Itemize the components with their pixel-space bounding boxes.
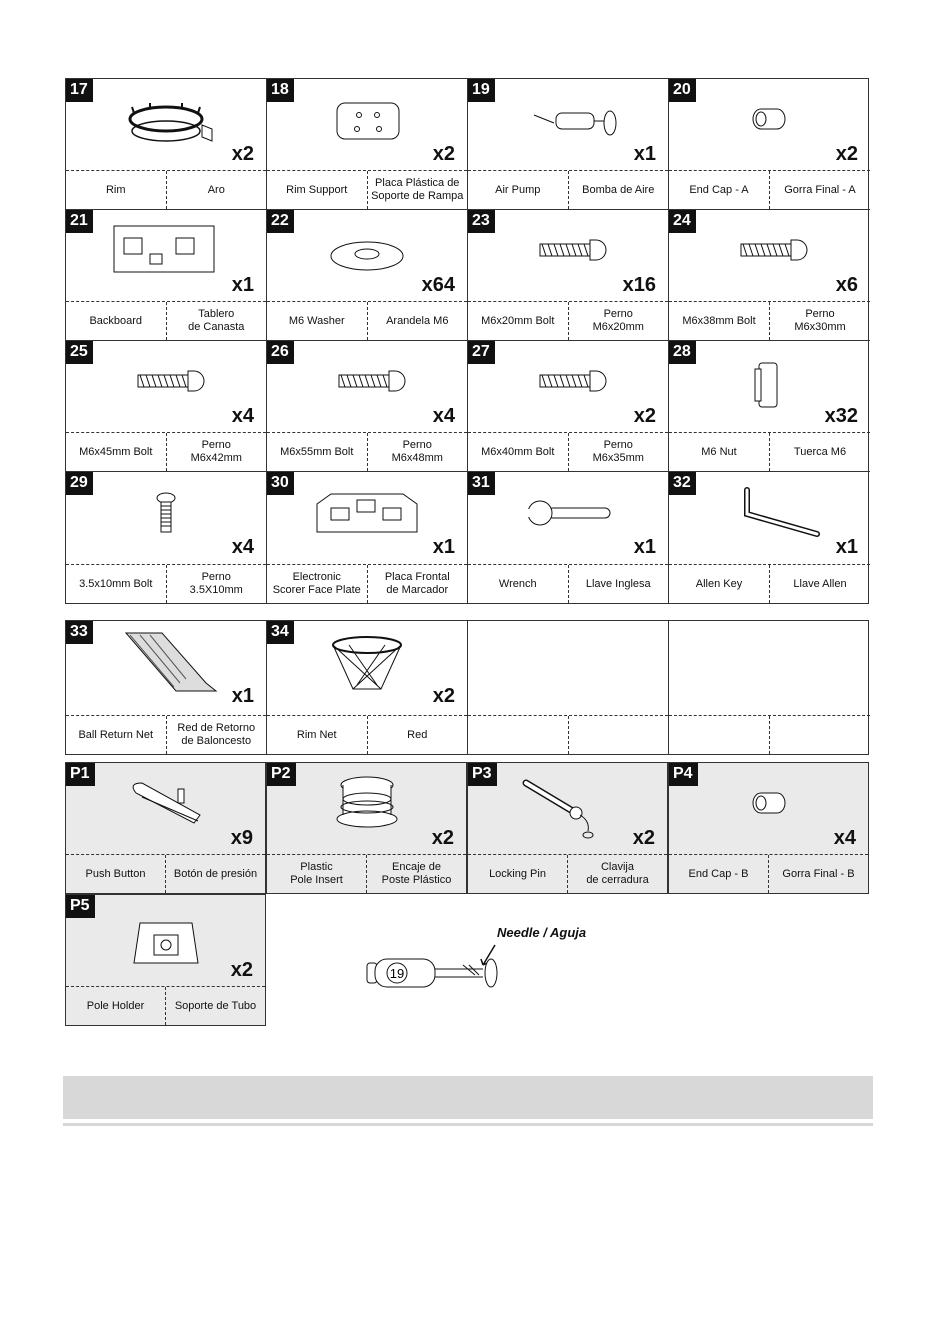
label-spanish: Gorra Final - B [768, 855, 868, 893]
part-quantity: x2 [432, 143, 455, 165]
part-number: P5 [66, 895, 95, 918]
label-english: M6x55mm Bolt [280, 445, 354, 458]
label-spanish: Perno M6x35mm [568, 433, 669, 471]
part-labels [66, 432, 266, 471]
part-number: 21 [66, 210, 93, 233]
part-quantity: x2 [633, 405, 656, 427]
label-english: Wrench [498, 577, 537, 590]
part-cell [66, 341, 267, 472]
label-spanish: Tuerca M6 [769, 433, 870, 471]
label-spanish: Perno M6x30mm [769, 302, 870, 340]
label-english [468, 716, 568, 754]
part-labels [669, 301, 870, 340]
label-spanish: Bomba de Aire [568, 171, 669, 209]
label-english: Ball Return Net [78, 728, 154, 741]
label-english: Rim Support [286, 183, 348, 196]
part-labels [468, 854, 667, 893]
part-cell [669, 79, 870, 210]
part-number: 30 [267, 472, 294, 495]
part-cell [65, 894, 266, 1026]
part-quantity: x9 [230, 827, 253, 849]
part-quantity: x2 [835, 143, 858, 165]
label-english: M6 Nut [701, 445, 737, 458]
part-quantity: x4 [833, 827, 856, 849]
label-english: 3.5x10mm Bolt [79, 577, 153, 590]
part-cell [468, 210, 669, 341]
label-spanish [568, 716, 669, 754]
part-quantity: x2 [431, 827, 454, 849]
part-quantity: x1 [432, 536, 455, 558]
label-english: M6x38mm Bolt [682, 314, 756, 327]
label-spanish: Botón de presión [165, 855, 265, 893]
part-labels [267, 715, 467, 754]
part-number: 22 [267, 210, 294, 233]
part-cell [468, 341, 669, 472]
part-cell [65, 762, 266, 894]
part-number: 34 [267, 621, 294, 644]
parts-grid-1 [65, 78, 869, 604]
part-quantity: x64 [421, 274, 455, 296]
part-number: P3 [468, 763, 497, 786]
part-quantity: x4 [432, 405, 455, 427]
part-cell [669, 472, 870, 603]
part-cell [669, 210, 870, 341]
label-english: Rim Net [296, 728, 337, 741]
part-number: 32 [669, 472, 696, 495]
label-spanish [769, 716, 870, 754]
part-number: P4 [669, 763, 698, 786]
label-english: Plastic Pole Insert [290, 861, 343, 886]
label-spanish: Gorra Final - A [769, 171, 870, 209]
label-english: M6x45mm Bolt [79, 445, 153, 458]
part-number: 28 [669, 341, 696, 364]
part-cell [66, 210, 267, 341]
part-number: 20 [669, 79, 696, 102]
label-spanish: Soporte de Tubo [165, 987, 265, 1025]
part-quantity: x4 [231, 536, 254, 558]
part-number: 18 [267, 79, 294, 102]
part-quantity: x2 [231, 143, 254, 165]
needle-label: Needle / Aguja [497, 925, 587, 940]
label-english: Backboard [89, 314, 143, 327]
part-number: P1 [66, 763, 95, 786]
label-english: Locking Pin [489, 867, 546, 880]
part-cell [267, 341, 468, 472]
part-number: 25 [66, 341, 93, 364]
label-spanish: Encaje de Poste Plástico [366, 855, 466, 893]
part-quantity: x1 [231, 274, 254, 296]
part-labels [669, 564, 870, 603]
label-spanish: Placa Frontal de Marcador [367, 565, 468, 603]
part-quantity: x1 [231, 685, 254, 707]
part-number: 24 [669, 210, 696, 233]
label-spanish: Perno M6x20mm [568, 302, 669, 340]
part-labels [669, 715, 870, 754]
label-english: Allen Key [695, 577, 743, 590]
part-labels [267, 564, 467, 603]
part-cell [66, 472, 267, 603]
part-number: 29 [66, 472, 93, 495]
part-labels [66, 301, 266, 340]
label-spanish: Arandela M6 [367, 302, 468, 340]
section-header-bar [63, 1076, 873, 1119]
part-cell [468, 472, 669, 603]
label-english: M6x40mm Bolt [481, 445, 555, 458]
label-spanish: Llave Allen [769, 565, 870, 603]
label-english [669, 716, 769, 754]
label-spanish: Tablero de Canasta [166, 302, 267, 340]
part-cell [267, 79, 468, 210]
part-number: 31 [468, 472, 495, 495]
part-quantity: x32 [824, 405, 858, 427]
label-spanish: Perno 3.5X10mm [166, 565, 267, 603]
part-cell [267, 472, 468, 603]
part-labels [468, 170, 668, 209]
label-english: Electronic Scorer Face Plate [272, 571, 361, 596]
part-cell [668, 762, 869, 894]
label-spanish: Placa Plástica de Soporte de Rampa [367, 171, 468, 209]
part-labels [468, 432, 668, 471]
part-number: 27 [468, 341, 495, 364]
part-quantity: x1 [835, 536, 858, 558]
divider [63, 1123, 873, 1126]
part-number: 19 [468, 79, 495, 102]
part-quantity: x2 [432, 685, 455, 707]
part-quantity: x2 [230, 959, 253, 981]
part-cell [266, 762, 467, 894]
part-labels [66, 715, 266, 754]
part-number: 17 [66, 79, 93, 102]
part-number: 23 [468, 210, 495, 233]
part-labels [468, 564, 668, 603]
label-english: Push Button [85, 867, 146, 880]
label-spanish: Red de Retorno de Baloncesto [166, 716, 267, 754]
label-spanish: Clavija de cerradura [567, 855, 667, 893]
part-labels [66, 986, 265, 1025]
part-quantity: x1 [633, 536, 656, 558]
label-spanish: Perno M6x42mm [166, 433, 267, 471]
part-quantity: x2 [632, 827, 655, 849]
label-spanish: Aro [166, 171, 267, 209]
part-cell [468, 79, 669, 210]
part-labels [66, 170, 266, 209]
part-cell [267, 210, 468, 341]
label-english: M6 Washer [288, 314, 345, 327]
part-labels [669, 170, 870, 209]
label-spanish: Perno M6x48mm [367, 433, 468, 471]
parts-grid-2 [65, 620, 869, 755]
pump-number: 19 [389, 966, 405, 981]
empty-part-cell [468, 621, 669, 754]
part-labels [669, 854, 868, 893]
part-labels [267, 854, 466, 893]
part-cell [467, 762, 668, 894]
part-labels [267, 301, 467, 340]
part-quantity: x1 [633, 143, 656, 165]
part-number: 26 [267, 341, 294, 364]
part-labels [267, 170, 467, 209]
part-cell [66, 79, 267, 210]
label-spanish: Llave Inglesa [568, 565, 669, 603]
part-number: P2 [267, 763, 296, 786]
part-labels [66, 564, 266, 603]
label-english: Pole Holder [86, 999, 145, 1012]
part-cell [669, 341, 870, 472]
part-quantity: x4 [231, 405, 254, 427]
label-english: End Cap - B [688, 867, 749, 880]
label-english: Air Pump [495, 183, 541, 196]
part-cell [267, 621, 468, 754]
part-labels [468, 715, 668, 754]
label-english: Rim [105, 183, 126, 196]
empty-part-cell [669, 621, 870, 754]
label-spanish: Red [367, 716, 468, 754]
part-quantity: x16 [622, 274, 656, 296]
part-labels [267, 432, 467, 471]
part-quantity: x6 [835, 274, 858, 296]
air-pump-needle-illustration [355, 925, 605, 995]
part-labels [669, 432, 870, 471]
part-number: 33 [66, 621, 93, 644]
part-labels [468, 301, 668, 340]
label-english: End Cap - A [689, 183, 749, 196]
part-cell [66, 621, 267, 754]
label-english: M6x20mm Bolt [481, 314, 555, 327]
part-labels [66, 854, 265, 893]
